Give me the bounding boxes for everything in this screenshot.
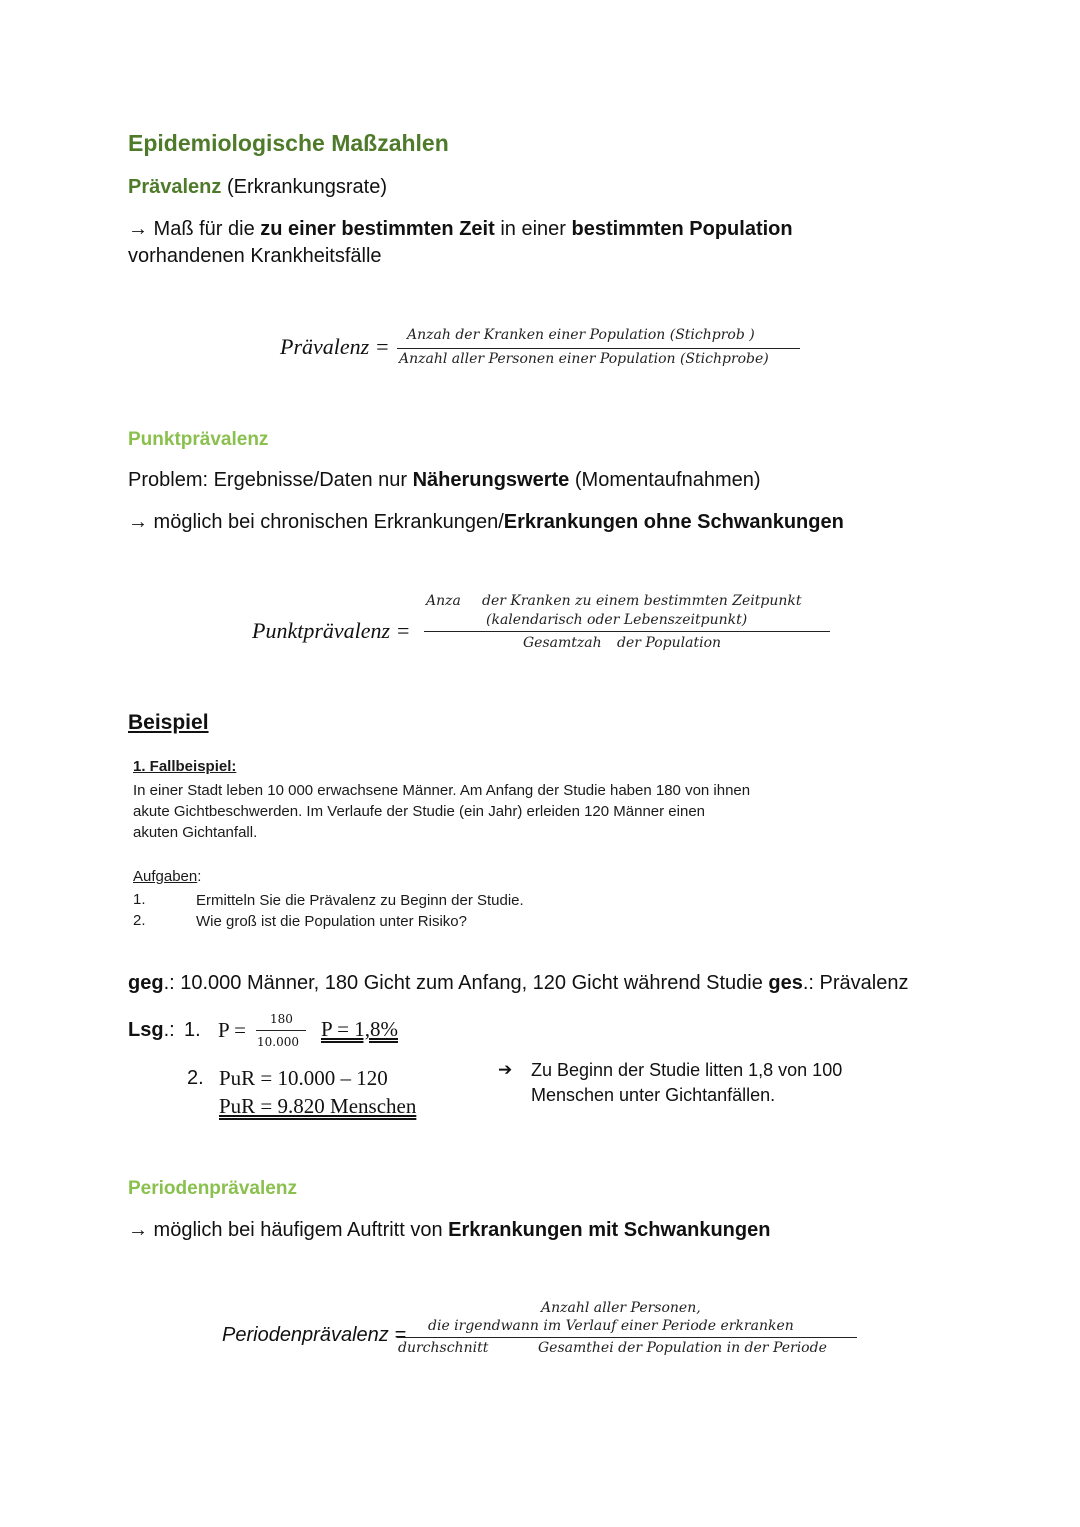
punkt-formula-num-c: (kalendarisch oder Lebenszeitpunkt) [486, 612, 748, 628]
praevalenz-heading-suffix: (Erkrankungsrate) [226, 176, 388, 198]
usage-bold: Erkrankungen ohne Schwankungen [503, 511, 844, 533]
punkt-fraction-bar [424, 631, 830, 632]
problem-suffix: (Momentaufnahmen) [569, 469, 761, 491]
lsg-fraction-bar [256, 1030, 306, 1031]
periode-formula-lhs: Periodenprävalenz = [222, 1324, 407, 1346]
punkt-usage-line [128, 511, 844, 534]
praevalenz-formula-lhs: Prävalenz = [280, 334, 390, 359]
problem-bold: Näherungswerte [412, 469, 570, 491]
lsg-p-equals: P = [218, 1018, 246, 1042]
aufgabe-2-text: Wie groß ist die Population unter Risiko? [196, 913, 467, 930]
geg-label: geg [128, 972, 164, 994]
praevalenz-formula-denominator: Anzahl aller Personen einer Population (Stichprobe) [399, 351, 769, 367]
lsg-colon: .: [163, 1019, 175, 1041]
lsg-result-1: P = 1,8% [321, 1017, 398, 1041]
punkt-formula-lhs: Punktprävalenz = [252, 618, 411, 643]
lsg-fraction-den: 10.000 [257, 1035, 299, 1049]
aufgaben-colon: : [197, 868, 202, 885]
praevalenz-heading-row [128, 176, 387, 199]
geg-line [128, 972, 908, 995]
geg-text: .: 10.000 Männer, 180 Gicht zum Anfang, 120 Gicht während Studie [163, 972, 769, 994]
definition-text-mid: in einer [494, 218, 572, 240]
aufgaben-label: Aufgaben [133, 868, 198, 885]
conclusion-line-1: Zu Beginn der Studie litten 1,8 von 100 [531, 1060, 843, 1080]
praevalenz-heading: Prävalenz [128, 176, 222, 198]
praevalenz-formula-numerator: Anzah der Kranken einer Population (Stichprob ) [407, 327, 755, 343]
lsg-label-row [128, 1019, 175, 1042]
praevalenz-definition-line2: vorhandenen Krankheitsfälle [128, 245, 382, 267]
punkt-formula-den-b: der Population [617, 635, 722, 651]
fallbeispiel-line-2: akute Gichtbeschwerden. Im Verlaufe der Studie (ein Jahr) erleiden 120 Männer einen [133, 803, 705, 820]
definition-text: → Maß für die [128, 218, 261, 240]
periode-formula-den-a: durchschnitt [398, 1340, 489, 1356]
punkt-formula-num-a: Anza [426, 593, 461, 609]
usage-text: → möglich bei chronischen Erkrankungen/ [128, 511, 504, 533]
problem-text: Problem: Ergebnisse/Daten nur [128, 469, 413, 491]
periode-usage-bold: Erkrankungen mit Schwankungen [448, 1219, 771, 1241]
periode-fraction-bar [397, 1337, 857, 1338]
definition-bold-time: zu einer bestimmten Zeit [260, 218, 495, 240]
conclusion-arrow-icon: ➔ [498, 1060, 513, 1079]
lsg-pur-line2: PuR = 9.820 Menschen [219, 1094, 417, 1118]
lsg-step1-num: 1. [184, 1019, 201, 1041]
ges-label: ges [768, 972, 803, 994]
punkt-problem-line [128, 469, 761, 492]
definition-bold-population: bestimmten Population [571, 218, 793, 240]
lsg-pur-line1: PuR = 10.000 – 120 [219, 1066, 388, 1090]
periode-formula-num-2: die irgendwann im Verlauf einer Periode erkranken [428, 1318, 794, 1334]
fallbeispiel-title: 1. Fallbeispiel: [133, 758, 237, 775]
periode-formula-den-b: Gesamthei der Population in der Periode [538, 1340, 827, 1356]
beispiel-heading: Beispiel [128, 711, 209, 734]
praevalenz-definition-line1 [128, 218, 793, 241]
aufgaben-label-row [133, 868, 201, 885]
aufgabe-2-num: 2. [133, 912, 146, 929]
periode-formula-num-1: Anzahl aller Personen, [541, 1300, 701, 1316]
lsg-label: Lsg [128, 1019, 164, 1041]
periode-usage-line [128, 1219, 770, 1242]
punkt-heading: Punktprävalenz [128, 429, 269, 450]
aufgabe-1-text: Ermitteln Sie die Prävalenz zu Beginn der Studie. [196, 892, 524, 909]
conclusion-line-2: Menschen unter Gichtanfällen. [531, 1085, 776, 1105]
periode-usage-text: → möglich bei häufigem Auftritt von [128, 1219, 449, 1241]
periode-heading: Periodenprävalenz [128, 1178, 297, 1199]
lsg-step2-num: 2. [187, 1067, 204, 1089]
fallbeispiel-line-3: akuten Gichtanfall. [133, 824, 258, 841]
lsg-fraction-num: 180 [270, 1012, 293, 1026]
punkt-formula-num-b: der Kranken zu einem bestimmten Zeitpunkt [482, 593, 802, 609]
praevalenz-fraction-bar [397, 348, 800, 349]
aufgabe-1-num: 1. [133, 891, 146, 908]
punkt-formula-den-a: Gesamtzah [523, 635, 602, 651]
ges-text: .: Prävalenz [802, 972, 909, 994]
fallbeispiel-line-1: In einer Stadt leben 10 000 erwachsene Männer. Am Anfang der Studie haben 180 von ihnen [133, 782, 751, 799]
page-title: Epidemiologische Maßzahlen [128, 130, 449, 156]
